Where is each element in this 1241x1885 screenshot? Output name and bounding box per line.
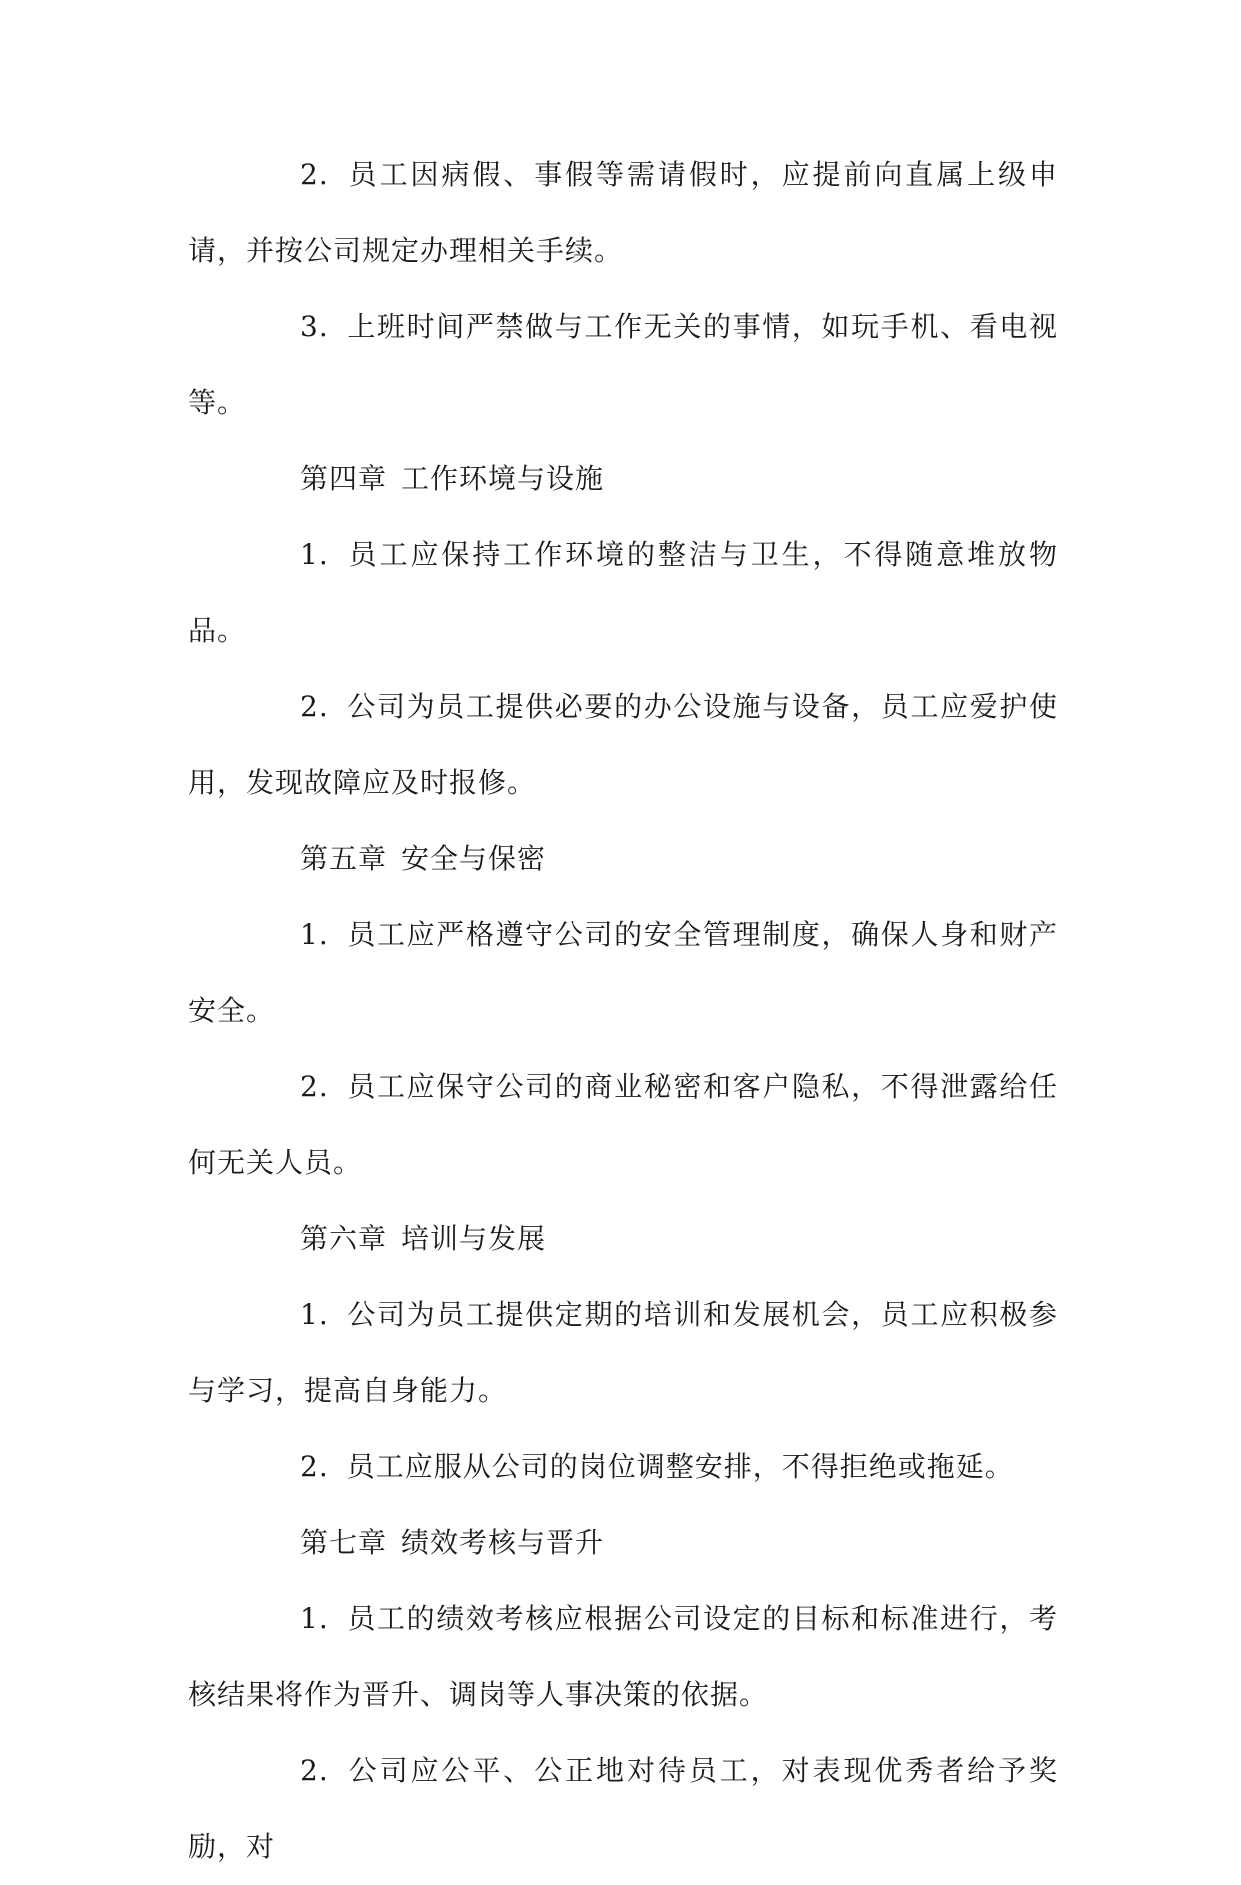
chapter-heading-4: [188, 441, 1058, 517]
item-number: 1.: [300, 1298, 329, 1331]
item-number: 2.: [300, 1754, 329, 1787]
chapter-number: 第四章: [300, 462, 388, 495]
paragraph-safety: [188, 897, 1058, 1049]
paragraph-text: 员工因病假、事假等需请假时，应提前向直属上级申请，并按公司规定办理相关手续。: [188, 158, 1058, 267]
document-body: [188, 137, 1058, 1885]
chapter-title: 培训与发展: [401, 1222, 547, 1255]
paragraph-text: 员工应保持工作环境的整洁与卫生，不得随意堆放物品。: [188, 538, 1058, 647]
item-number: 2.: [300, 1450, 329, 1483]
paragraph-environment: [188, 517, 1058, 669]
item-number: 1.: [300, 918, 329, 951]
paragraph-text: 员工应保守公司的商业秘密和客户隐私，不得泄露给任何无关人员。: [188, 1070, 1058, 1179]
paragraph-text: 上班时间严禁做与工作无关的事情，如玩手机、看电视等。: [188, 310, 1058, 419]
chapter-title: 安全与保密: [401, 842, 547, 875]
paragraph-job-adjustment: [188, 1429, 1058, 1505]
chapter-title: 工作环境与设施: [401, 462, 605, 495]
paragraph-text: 员工应严格遵守公司的安全管理制度，确保人身和财产安全。: [188, 918, 1058, 1027]
chapter-number: 第七章: [300, 1526, 388, 1559]
paragraph-leave-request: [188, 137, 1058, 289]
item-number: 1.: [300, 538, 329, 571]
chapter-number: 第六章: [300, 1222, 388, 1255]
chapter-number: 第五章: [300, 842, 388, 875]
chapter-title: 绩效考核与晋升: [401, 1526, 605, 1559]
paragraph-text: 公司应公平、公正地对待员工，对表现优秀者给予奖励，对: [188, 1754, 1058, 1863]
item-number: 1.: [300, 1602, 329, 1635]
item-number: 2.: [300, 158, 329, 191]
item-number: 2.: [300, 690, 329, 723]
paragraph-confidentiality: [188, 1049, 1058, 1201]
paragraph-facilities: [188, 669, 1058, 821]
paragraph-performance: [188, 1581, 1058, 1733]
paragraph-fairness: [188, 1733, 1058, 1885]
item-number: 2.: [300, 1070, 329, 1103]
chapter-heading-7: [188, 1505, 1058, 1581]
paragraph-text: 员工应服从公司的岗位调整安排，不得拒绝或拖延。: [346, 1450, 1014, 1483]
paragraph-text: 员工的绩效考核应根据公司设定的目标和标准进行，考核结果将作为晋升、调岗等人事决策的依据。: [188, 1602, 1058, 1711]
paragraph-training: [188, 1277, 1058, 1429]
chapter-heading-5: [188, 821, 1058, 897]
paragraph-text: 公司为员工提供定期的培训和发展机会，员工应积极参与学习，提高自身能力。: [188, 1298, 1058, 1407]
chapter-heading-6: [188, 1201, 1058, 1277]
item-number: 3.: [300, 310, 329, 343]
paragraph-work-hours: [188, 289, 1058, 441]
paragraph-text: 公司为员工提供必要的办公设施与设备，员工应爱护使用，发现故障应及时报修。: [188, 690, 1058, 799]
